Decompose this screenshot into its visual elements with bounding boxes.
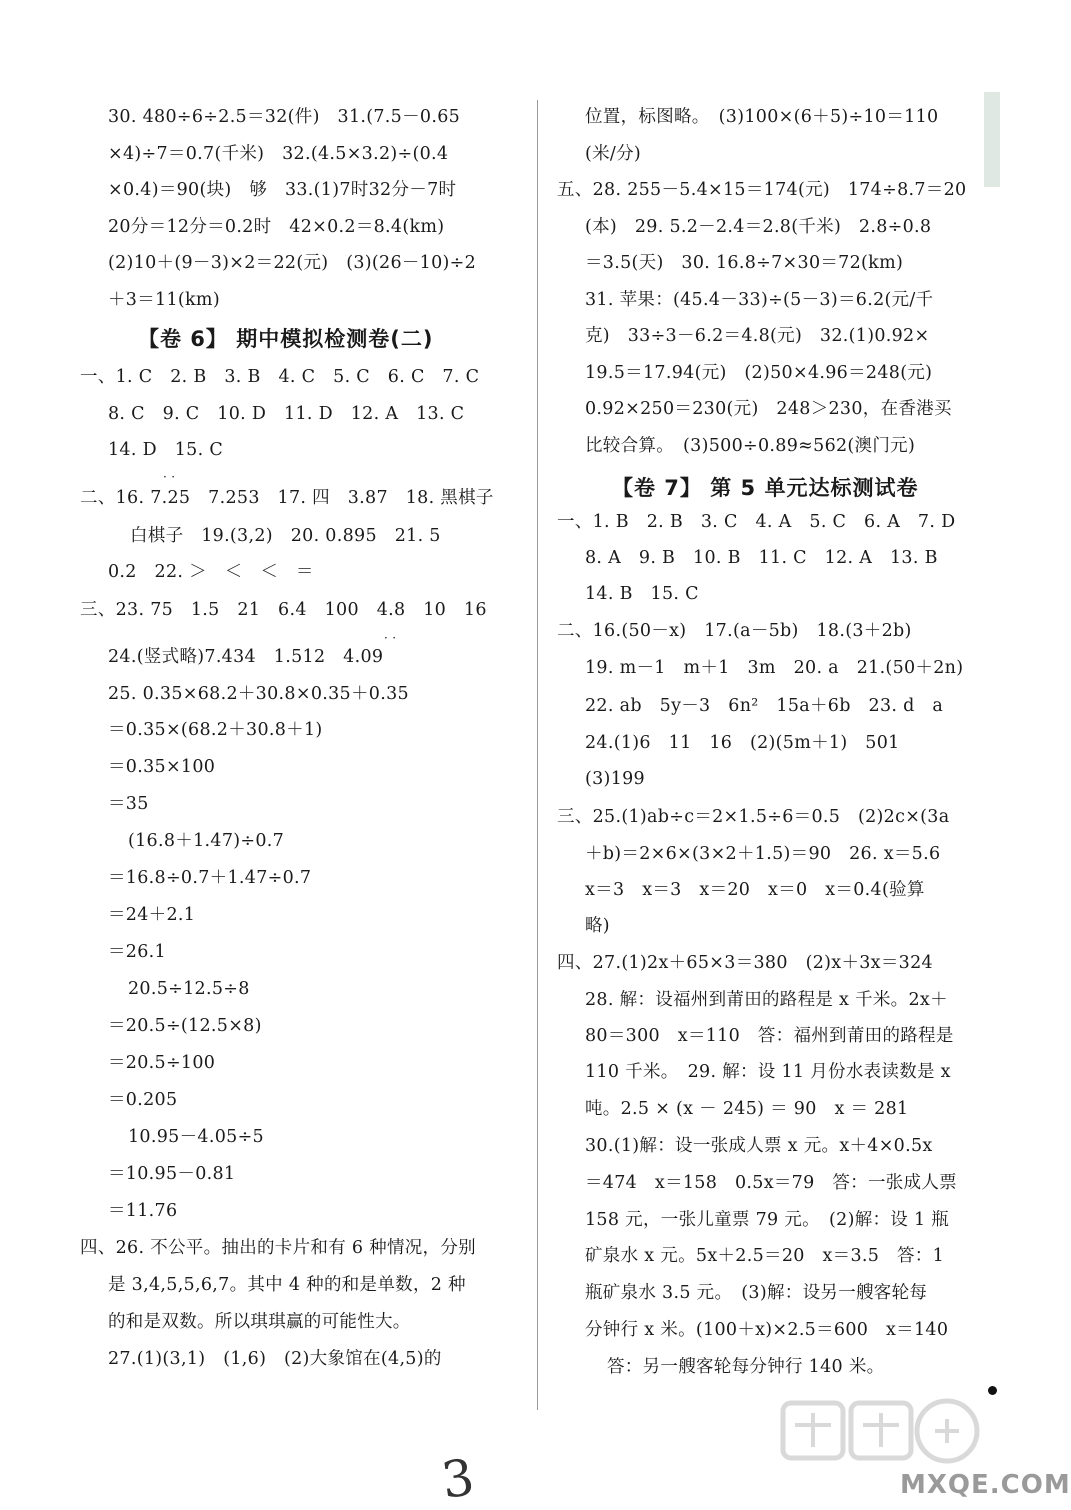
answer-line: ＝11.76 (108, 1201, 178, 1221)
answer-line: 位置，标图略。 (3)100×(6＋5)÷10＝110 (585, 107, 939, 127)
answer-line: 矿泉水 x 元。5x＋2.5＝20 x＝3.5 答：1 (585, 1246, 945, 1266)
answer-line: 8. A 9. B 10. B 11. C 12. A 13. B (585, 548, 938, 568)
repeating-decimal-dots: · · (163, 470, 176, 484)
answer-line: 一、1. C 2. B 3. B 4. C 5. C 6. C 7. C (80, 367, 480, 387)
answer-line: ＝16.8÷0.7＋1.47÷0.7 (108, 868, 312, 888)
answer-line: 一、1. B 2. B 3. C 4. A 5. C 6. A 7. D (557, 512, 956, 532)
answer-line: ×0.4)＝90(块) 够 33.(1)7时32分－7时 (108, 180, 457, 200)
answer-line: 分钟行 x 米。(100＋x)×2.5＝600 x＝140 (585, 1320, 949, 1340)
answer-line: ＝35 (108, 794, 149, 814)
answer-line: 24.(1)6 11 16 (2)(5m＋1) 501 (585, 733, 900, 753)
answer-line: 24.(竖式略)7.434 1.512 4.09 (108, 647, 384, 667)
answer-line: 略) (585, 916, 610, 936)
answer-line: ＝10.95－0.81 (108, 1164, 236, 1184)
answer-line: 110 千米。 29. 解：设 11 月份水表读数是 x (585, 1062, 951, 1082)
answer-line: 30.(1)解：设一张成人票 x 元。x＋4×0.5x (585, 1136, 933, 1156)
answer-line: 28. 解：设福州到莆田的路程是 x 千米。2x＋ (585, 990, 948, 1010)
answer-line: 是 3,4,5,5,6,7。其中 4 种的和是单数，2 种 (108, 1275, 466, 1295)
answer-line: 瓶矿泉水 3.5 元。 (3)解：设另一艘客轮每 (585, 1283, 928, 1303)
handwritten-page-number: 3 (438, 1448, 478, 1510)
answer-line: ＝3.5(天) 30. 16.8÷7×30＝72(km) (585, 253, 904, 273)
answer-line: 的和是双数。所以琪琪赢的可能性大。 (108, 1312, 411, 1332)
answer-line: 白棋子 19.(3,2) 20. 0.895 21. 5 (130, 526, 441, 546)
answer-line: ＝24＋2.1 (108, 905, 196, 925)
answer-line: 25. 0.35×68.2＋30.8×0.35＋0.35 (108, 684, 409, 704)
page-edge-strip (984, 92, 1000, 187)
answer-line: 二、16. 7.25 7.253 17. 四 3.87 18. 黑棋子 (80, 488, 494, 508)
answer-line: 三、23. 75 1.5 21 6.4 100 4.8 10 16 (80, 600, 487, 620)
answer-line: 8. C 9. C 10. D 11. D 12. A 13. C (108, 404, 465, 424)
answer-line: 30. 480÷6÷2.5＝32(件) 31.(7.5－0.65 (108, 107, 461, 127)
answer-line: ＋b)＝2×6×(3×2＋1.5)＝90 26. x＝5.6 (585, 844, 941, 864)
answer-line: 10.95－4.05÷5 (128, 1127, 264, 1147)
answer-line: ×4)÷7＝0.7(千米) 32.(4.5×3.2)÷(0.4 (108, 144, 449, 164)
answer-line: 31. 苹果：(45.4－33)÷(5－3)＝6.2(元/千 (585, 290, 934, 310)
answer-line: 19.5＝17.94(元) (2)50×4.96＝248(元) (585, 363, 933, 383)
answer-line: (2)10＋(9－3)×2＝22(元) (3)(26－10)÷2 (108, 253, 477, 273)
answer-line: (米/分) (585, 144, 642, 164)
section-heading-paper-6: 【卷 6】 期中模拟检测卷(二) (138, 327, 434, 351)
answer-line: ＝20.5÷100 (108, 1053, 216, 1073)
answer-line: 克) 33÷3－6.2＝4.8(元) 32.(1)0.92× (585, 326, 930, 346)
column-divider (537, 100, 538, 1410)
answer-line: ＋3＝11(km) (108, 290, 220, 310)
answer-line: 19. m－1 m＋1 3m 20. a 21.(50＋2n) (585, 658, 964, 678)
answer-line: ＝26.1 (108, 942, 166, 962)
answer-line: 20分＝12分＝0.2时 42×0.2＝8.4(km) (108, 217, 445, 237)
answer-line: x＝3 x＝3 x＝20 x＝0 x＝0.4(验算 (585, 880, 925, 900)
answer-line: 二、16.(50－x) 17.(a－5b) 18.(3＋2b) (557, 621, 912, 641)
answer-line: 三、25.(1)ab÷c＝2×1.5÷6＝0.5 (2)2c×(3a (557, 807, 950, 827)
answer-line: 0.2 22. ＞ ＜ ＜ ＝ (108, 562, 314, 582)
watermark-text: MXQE.COM (900, 1470, 1071, 1500)
answer-line: ＝0.35×(68.2＋30.8＋1) (108, 720, 323, 740)
answer-line: 四、27.(1)2x＋65×3＝380 (2)x＋3x＝324 (557, 953, 933, 973)
section-heading-paper-7: 【卷 7】 第 5 单元达标测试卷 (612, 476, 919, 500)
answer-line: 14. D 15. C (108, 440, 224, 460)
answer-line: (本) 29. 5.2－2.4＝2.8(千米) 2.8÷0.8 (585, 217, 932, 237)
answer-line: 0.92×250＝230(元) 248＞230，在香港买 (585, 399, 952, 419)
answer-line: ＝20.5÷(12.5×8) (108, 1016, 262, 1036)
answer-line: 五、28. 255－5.4×15＝174(元) 174÷8.7＝20 (557, 180, 967, 200)
repeating-decimal-dots: · · (384, 631, 397, 645)
answer-line: ＝0.35×100 (108, 757, 216, 777)
answer-line: (3)199 (585, 769, 645, 789)
answer-line: 158 元，一张儿童票 79 元。 (2)解：设 1 瓶 (585, 1210, 950, 1230)
answer-line: ＝474 x＝158 0.5x＝79 答：一张成人票 (585, 1173, 957, 1193)
answer-line: 四、26. 不公平。抽出的卡片和有 6 种情况，分别 (80, 1238, 476, 1258)
answer-line: ＝0.205 (108, 1090, 178, 1110)
answer-line: 27.(1)(3,1) (1,6) (2)大象馆在(4,5)的 (108, 1349, 442, 1369)
answer-line: 答：另一艘客轮每分钟行 140 米。 (607, 1357, 885, 1377)
answer-line: 比较合算。 (3)500÷0.89≈562(澳门元) (585, 436, 916, 456)
answer-line: 80＝300 x＝110 答：福州到莆田的路程是 (585, 1026, 954, 1046)
edge-dot (988, 1386, 997, 1395)
answer-line: 22. ab 5y－3 6n² 15a＋6b 23. d a (585, 696, 944, 716)
answer-line: (16.8＋1.47)÷0.7 (128, 831, 285, 851)
answer-line: 14. B 15. C (585, 584, 699, 604)
answer-line: 吨。2.5 × (x － 245) ＝ 90 x ＝ 281 (585, 1099, 909, 1119)
answer-line: 20.5÷12.5÷8 (128, 979, 250, 999)
